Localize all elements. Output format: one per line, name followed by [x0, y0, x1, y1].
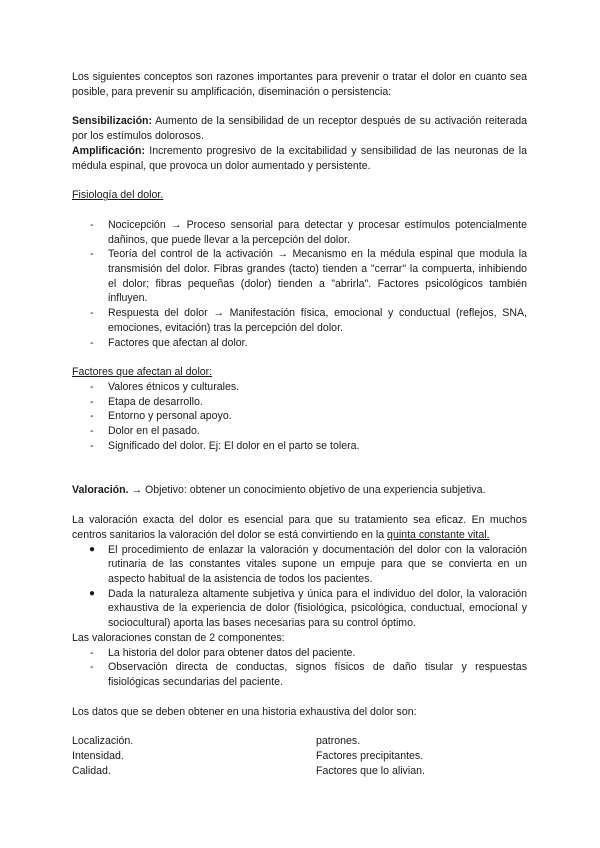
- dash-marker: -: [90, 248, 94, 261]
- dash-marker: -: [90, 425, 94, 438]
- sensibilizacion-definition: [72, 114, 527, 143]
- historia-item: Intensidad.: [72, 750, 124, 763]
- historia-item: patrones.: [316, 735, 361, 748]
- fisiologia-heading: Fisiología del dolor.: [72, 189, 164, 202]
- list-item: - Nocicepción → Proceso sensorial para detectar y procesar estímulos potencialmente dañinos, que puede llevar a la percepción del dolor.: [90, 218, 527, 246]
- dash-marker: -: [90, 307, 94, 320]
- valoracion-heading: [72, 483, 527, 498]
- dash-marker: -: [90, 439, 94, 452]
- dash-marker: -: [90, 336, 94, 349]
- document-page: [72, 70, 527, 778]
- factores-list: [72, 380, 527, 454]
- componentes-intro: Las valoraciones constan de 2 componentes:: [72, 631, 285, 644]
- bullet-marker: ●: [89, 543, 96, 555]
- fisiologia-list: [72, 218, 527, 350]
- sensibilizacion-text: Aumento de la sensibilidad de un receptor después de su activación reiterada por los estímulos dolorosos.: [72, 115, 527, 143]
- bullet-marker: ●: [89, 587, 96, 599]
- list-item: ● Dada la naturaleza altamente subjetiva y única para el individuo del dolor, la valoración exhaustiva de la experiencia de dolor (fisiológica, psicológica, conductual, emocional y sociocultural) aporta las bases necesarias para su control óptimo.: [89, 587, 527, 630]
- valoracion-paragraph: La valoración exacta del dolor es esencial para que su tratamiento sea eficaz. En muchos centros sanitarios la valoración del dolor se está convirtiendo en la quinta constante vital.: [72, 514, 527, 541]
- amplificacion-term: Amplificación:: [72, 144, 145, 157]
- list-item: - Factores que afectan al dolor.: [90, 336, 248, 349]
- list-item: - Observación directa de conductas, signos físicos de daño tisular y respuestas fisiológicas secundarias del paciente.: [90, 661, 527, 688]
- historia-item: Factores precipitantes.: [316, 750, 424, 763]
- list-item: ● El procedimiento de enlazar la valoración y documentación del dolor con la valoración rutinaria de las constantes vitales supone un empuje para que se convierta en un aspecto habitual de la asistencia de todos los pacientes.: [89, 543, 527, 585]
- valoracion-text: → Objetivo: obtener un conocimiento objetivo de una experiencia subjetiva.: [128, 484, 486, 497]
- sensibilizacion-term: Sensibilización:: [72, 115, 153, 128]
- historia-item: Calidad.: [72, 764, 111, 777]
- valoracion-term: Valoración.: [72, 484, 129, 497]
- amplificacion-definition: [72, 144, 527, 173]
- list-item: - Dolor en el pasado.: [90, 425, 200, 438]
- dash-marker: -: [90, 380, 94, 393]
- historia-intro: Los datos que se deben obtener en una historia exhaustiva del dolor son:: [72, 705, 417, 718]
- list-item: - Respuesta del dolor → Manifestación física, emocional y conductual (reflejos, SNA, emociones, evitación) tras la percepción del dolor.: [90, 307, 527, 334]
- dash-marker: -: [90, 218, 94, 231]
- amplificacion-text: Incremento progresivo de la excitabilidad y sensibilidad de las neuronas de la médula espinal, que provoca un dolor aumentado y persistente.: [72, 144, 527, 172]
- historia-item: Localización.: [72, 735, 134, 748]
- list-item: - La historia del dolor para obtener datos del paciente.: [90, 646, 356, 659]
- dash-marker: -: [90, 410, 94, 423]
- list-item: - Etapa de desarrollo.: [90, 395, 203, 408]
- list-item: - Significado del dolor. Ej: El dolor en el parto se tolera.: [90, 439, 360, 452]
- dash-marker: -: [90, 646, 94, 659]
- componentes-list: [72, 646, 527, 690]
- intro-paragraph: Los siguientes conceptos son razones importantes para prevenir o tratar el dolor en cuanto sea posible, para prevenir su amplificación, diseminación o persistencia:: [72, 71, 527, 98]
- historia-col-1: [72, 734, 316, 778]
- dash-marker: -: [90, 395, 94, 408]
- historia-col-2: [316, 734, 527, 778]
- dash-marker: -: [90, 661, 94, 674]
- valoracion-bullets: [72, 543, 527, 631]
- list-item: - Valores étnicos y culturales.: [90, 380, 240, 393]
- historia-item: Factores que lo alivian.: [316, 764, 425, 777]
- list-item: - Teoría del control de la activación → Mecanismo en la médula espinal que modula la transmisión del dolor. Fibras grandes (tacto) tienden a "cerrar" la compuerta, inhibiendo el dolor; fibras pequeñas (dolor) tienden a "abrirla". Factores psicológicos también influyen.: [90, 248, 527, 305]
- quinta-constante-vital: quinta constante vital.: [387, 528, 490, 541]
- historia-columns: [72, 734, 527, 778]
- list-item: - Entorno y personal apoyo.: [90, 410, 232, 423]
- factores-heading: Factores que afectan al dolor:: [72, 366, 213, 379]
